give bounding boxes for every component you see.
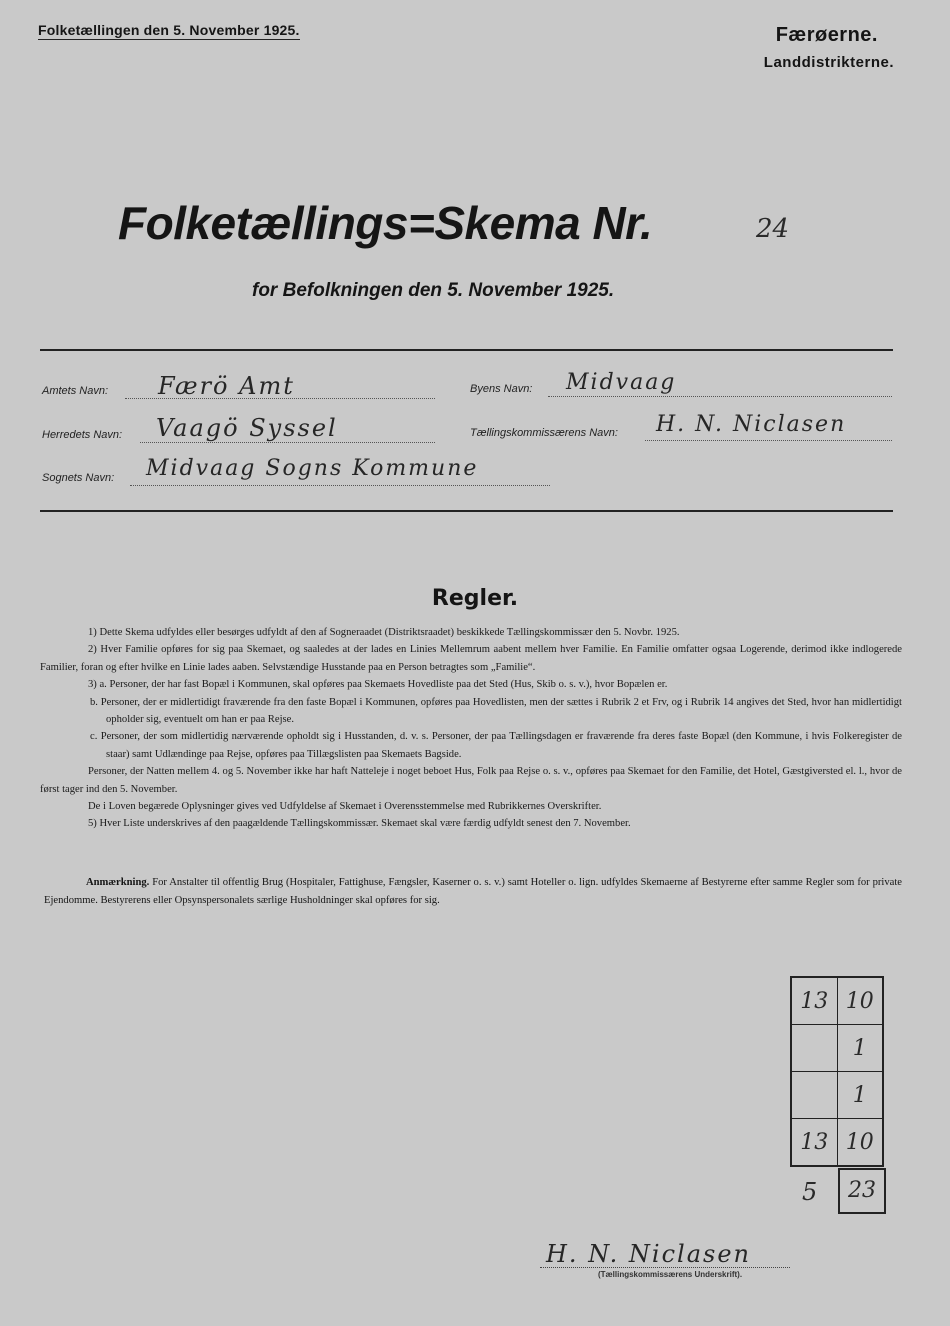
rule-1: 1) Dette Skema udfyldes eller besørges udfyldt af den af Sogneraadet (Distriktsraadet) beskikkede Tællingskommissær den 5. Novbr. 1925.	[88, 627, 680, 638]
sogn-value: Midvaag Sogns Kommune	[146, 456, 479, 481]
herred-value: Vaagö Syssel	[156, 414, 338, 442]
signature-line	[540, 1267, 790, 1268]
tally-cell-b: 1	[837, 1025, 883, 1072]
remark	[44, 874, 902, 910]
amt-label: Amtets Navn:	[42, 385, 109, 397]
rule-3b: b. Personer, der er midlertidigt fraværende fra den faste Bopæl i Kommunen, opføres paa Hovedlisten, men der sættes i Rubrik 2 et Frv, og i Rubrik 14 angives det Sted, hvor han midlertidigt opholder sig, eventuelt om han er paa Rejse.	[90, 696, 902, 726]
tally-cell-b: 10	[837, 1119, 883, 1167]
sogn-line	[130, 485, 550, 486]
by-value: Midvaag	[566, 370, 677, 395]
tally-cell-a	[791, 1072, 837, 1119]
tally-total-left: 5	[802, 1178, 818, 1206]
tally-cell-a: 13	[791, 977, 837, 1025]
rule-5: 5) Hver Liste underskrives af den paagældende Tællingskommissær. Skemaet skal være færdig udfyldt senest den 7. November.	[88, 818, 631, 830]
kommissaer-value: H. N. Niclasen	[656, 412, 847, 437]
tally-row	[791, 1119, 883, 1167]
form-number: 24	[756, 214, 790, 244]
rules-heading: Regler.	[431, 586, 519, 611]
rules-text	[40, 624, 902, 833]
tally-total-right: 23	[838, 1168, 886, 1214]
header-census-date: Folketællingen den 5. November 1925.	[38, 22, 300, 38]
remark-lead: Anmærkning.	[86, 877, 150, 888]
tally-cell-b: 10	[837, 977, 883, 1025]
herred-line	[140, 442, 435, 443]
sogn-label: Sognets Navn:	[42, 472, 115, 484]
form-subtitle: for Befolkningen den 5. November 1925.	[252, 280, 615, 301]
signature: H. N. Niclasen	[546, 1240, 751, 1268]
tally-cell-a: 13	[791, 1119, 837, 1167]
rule-4: De i Loven begærede Oplysninger gives ved Udfyldelse af Skemaet i Overensstemmelse med Rubrikkernes Overskrifter.	[88, 801, 602, 813]
signature-caption: (Tællingskommissærens Underskrift).	[598, 1270, 743, 1279]
by-label: Byens Navn:	[470, 383, 533, 395]
rule-3a: 3) a. Personer, der har fast Bopæl i Kommunen, skal opføres paa Skemaets Hovedliste paa det Sted (Hus, Skib o. s. v.), hvor Bopælen er.	[88, 679, 668, 691]
tally-cell-a	[791, 1025, 837, 1072]
kommissaer-label: Tællingskommissærens Navn:	[470, 427, 618, 439]
tally-row	[791, 1072, 883, 1119]
by-line	[548, 396, 892, 397]
rule-2: 2) Hver Familie opføres for sig paa Skemaet, og saaledes at der lades en Linies Mellemrum aabent mellem hver Familie. En Familie omfatter ogsaa Logerende, derimod ikke indlogerede Familier, foran og efter hvilke en Linie lades aaben. Selvstændige Husstande paa en Person betragtes som „Familie“.	[40, 644, 902, 673]
kommissaer-line	[645, 440, 892, 441]
herred-label: Herredets Navn:	[42, 429, 123, 441]
tally-table	[790, 976, 884, 1167]
form-title: Folketællings=Skema Nr.	[118, 197, 653, 249]
remark-text: For Anstalter til offentlig Brug (Hospitaler, Fattighuse, Fængsler, Kaserner o. s. v.) samt Hoteller o. lign. udfyldes Skemaerne af Bestyrerne efter samme Regler som for private Ejendomme. Bestyrerens eller Opsynspersonalets særlige Husholdninger skal opføres for sig.	[44, 877, 902, 906]
top-rule	[40, 349, 893, 351]
rule-3c: c. Personer, der som midlertidig nærværende opholdt sig i Husstanden, d. v. s. Personer, der paa Tællingsdagen er fraværende fra deres faste Bopæl (den Kommune, i hvis Folkeregister de staar) samt Udlændinge paa Rejse, opføres paa Tillægslisten paa Skemaets Bagside.	[90, 731, 902, 760]
tally-cell-b: 1	[837, 1072, 883, 1119]
header-region: Færøerne.	[775, 24, 878, 46]
bottom-rule	[40, 510, 893, 512]
rule-3d: Personer, der Natten mellem 4. og 5. November ikke har haft Natteleje i noget beboet Hus, Folk paa Rejse o. s. v., opføres paa Skemaet for den Familie, det Hotel, Gæstgiversted el. l., hvor de først tager ind den 5. November.	[40, 766, 902, 795]
header-district-type: Landdistrikterne.	[763, 54, 894, 71]
tally-row	[791, 977, 883, 1025]
amt-value: Færö Amt	[158, 372, 295, 400]
tally-row	[791, 1025, 883, 1072]
